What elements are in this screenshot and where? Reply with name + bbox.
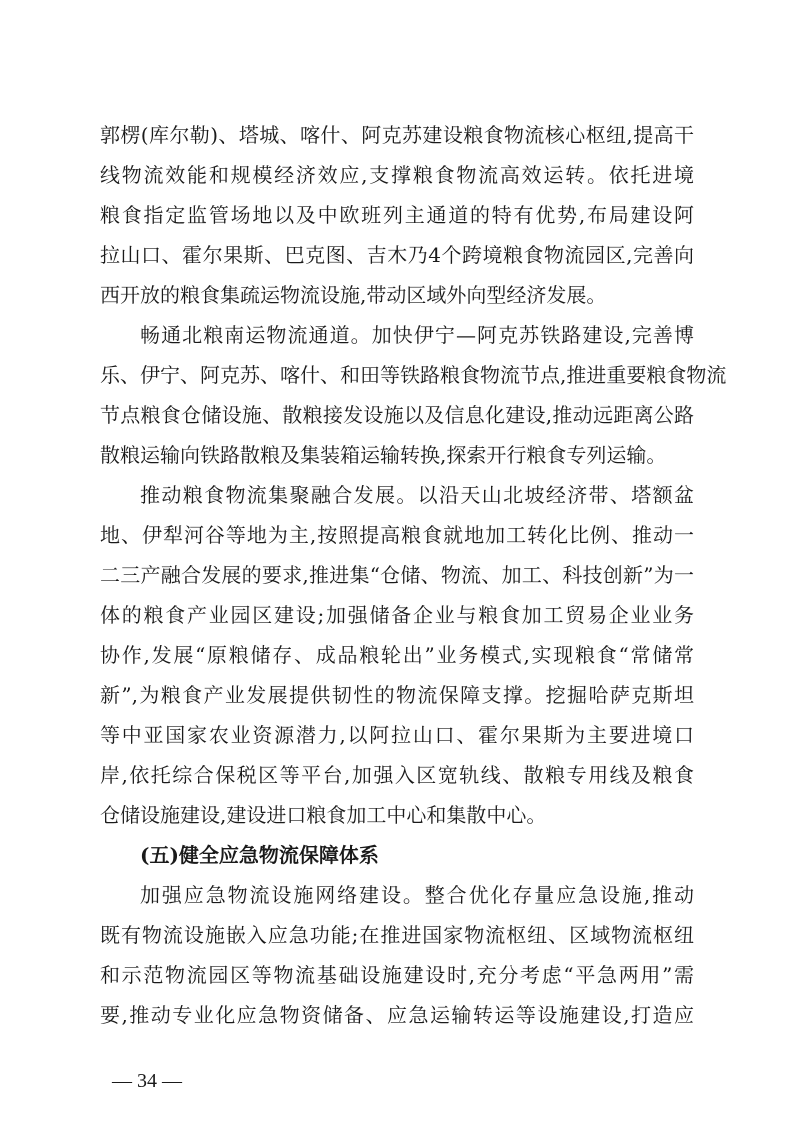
- paragraph-2-line-3: 节点粮食仓储设施、散粮接发设施以及信息化建设,推动远距离公路: [100, 403, 694, 427]
- paragraph-3-line-4: 体的粮食产业园区建设;加强储备企业与粮食加工贸易企业业务: [100, 603, 694, 627]
- paragraph-2-line-4: 散粮运输向铁路散粮及集装箱运输转换,探索开行粮食专列运输。: [100, 443, 667, 467]
- paragraph-2-line-2: 乐、伊宁、阿克苏、喀什、和田等铁路粮食物流节点,推进重要粮食物流: [100, 363, 727, 387]
- page-number: — 34 —: [112, 1070, 182, 1092]
- section-heading: (五)健全应急物流保障体系: [140, 843, 379, 867]
- paragraph-3-line-5: 协作,发展“原粮储存、成品粮轮出”业务模式,实现粮食“常储常: [100, 643, 694, 667]
- paragraph-1-line-3: 粮食指定监管场地以及中欧班列主通道的特有优势,布局建设阿: [100, 203, 694, 227]
- paragraph-4-line-2: 既有物流设施嵌入应急功能;在推进国家物流枢纽、区域物流枢纽: [100, 923, 694, 947]
- paragraph-2-line-1: 畅通北粮南运物流通道。加快伊宁—阿克苏铁路建设,完善博: [140, 323, 694, 347]
- paragraph-1-line-4: 拉山口、霍尔果斯、巴克图、吉木乃4个跨境粮食物流园区,完善向: [100, 243, 694, 267]
- paragraph-3-line-9: 仓储设施建设,建设进口粮食加工中心和集散中心。: [100, 803, 547, 827]
- paragraph-3-line-6: 新”,为粮食产业发展提供韧性的物流保障支撑。挖掘哈萨克斯坦: [100, 683, 694, 707]
- paragraph-4-line-3: 和示范物流园区等物流基础设施建设时,充分考虑“平急两用”需: [100, 963, 694, 987]
- paragraph-4-line-4: 要,推动专业化应急物资储备、应急运输转运等设施建设,打造应: [100, 1003, 694, 1027]
- paragraph-3-line-7: 等中亚国家农业资源潜力,以阿拉山口、霍尔果斯为主要进境口: [100, 723, 694, 747]
- paragraph-3-line-2: 地、伊犁河谷等地为主,按照提高粮食就地加工转化比例、推动一: [100, 523, 694, 547]
- paragraph-1-line-2: 线物流效能和规模经济效应,支撑粮食物流高效运转。依托进境: [100, 163, 694, 187]
- paragraph-4-line-1: 加强应急物流设施网络建设。整合优化存量应急设施,推动: [140, 883, 694, 907]
- paragraph-1-line-5: 西开放的粮食集疏运物流设施,带动区域外向型经济发展。: [100, 283, 607, 307]
- paragraph-3-line-1: 推动粮食物流集聚融合发展。以沿天山北坡经济带、塔额盆: [140, 483, 694, 507]
- paragraph-3-line-8: 岸,依托综合保税区等平台,加强入区宽轨线、散粮专用线及粮食: [100, 763, 694, 787]
- paragraph-1-line-1: 郭楞(库尔勒)、塔城、喀什、阿克苏建设粮食物流核心枢纽,提高干: [100, 123, 694, 147]
- paragraph-3-line-3: 二三产融合发展的要求,推进集“仓储、物流、加工、科技创新”为一: [100, 563, 694, 587]
